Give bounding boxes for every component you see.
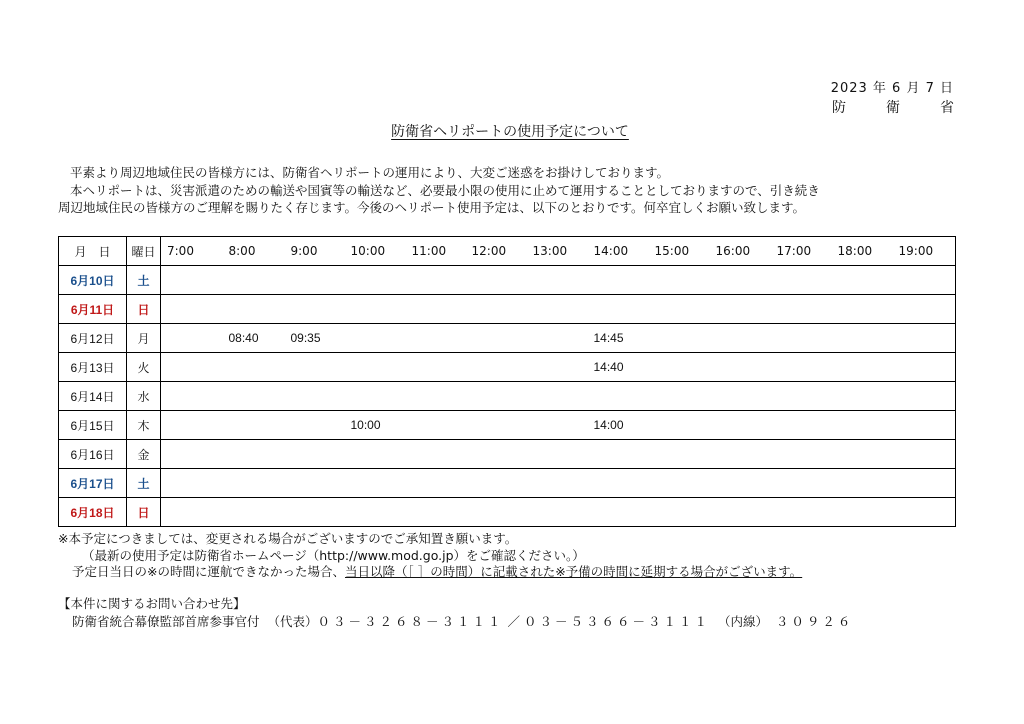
table-row bbox=[59, 498, 956, 527]
contact-extension: ３０９２６ bbox=[775, 614, 854, 629]
note-website: （最新の使用予定は防衛省ホームページ（http://www.mod.go.jp）をご確認ください。） bbox=[82, 547, 585, 563]
row-day-of-week: 火 bbox=[127, 353, 161, 382]
table-row bbox=[59, 353, 956, 382]
contact-rep-label: （代表） bbox=[267, 614, 318, 629]
row-day-of-week: 金 bbox=[127, 440, 161, 469]
contact-tel2: ０３－５３６６－３１１１ bbox=[523, 614, 710, 629]
helipad-schedule-table bbox=[58, 236, 956, 527]
schedule-cell bbox=[406, 382, 466, 411]
row-day-of-week: 土 bbox=[127, 266, 161, 295]
document-title-wrap bbox=[360, 123, 660, 141]
intro-line: 周辺地域住民の皆様方のご理解を賜りたく存じます。今後のヘリポート使用予定は、以下のとおりです。何卒宜しくお願い致します。 bbox=[58, 200, 806, 215]
schedule-cell bbox=[649, 324, 710, 353]
schedule-cell bbox=[649, 498, 710, 527]
schedule-cell bbox=[832, 382, 893, 411]
time-header: 10:00 bbox=[345, 237, 406, 266]
schedule-cell bbox=[832, 469, 893, 498]
time-header: 12:00 bbox=[466, 237, 527, 266]
schedule-cell bbox=[406, 295, 466, 324]
schedule-cell bbox=[710, 411, 771, 440]
schedule-cell bbox=[527, 382, 588, 411]
time-header: 15:00 bbox=[649, 237, 710, 266]
schedule-cell bbox=[466, 295, 527, 324]
schedule-cell bbox=[285, 411, 345, 440]
schedule-cell bbox=[588, 498, 649, 527]
contact-ext-label: （内線） bbox=[717, 614, 768, 629]
schedule-cell bbox=[527, 295, 588, 324]
table-row bbox=[59, 295, 956, 324]
schedule-cell bbox=[893, 498, 956, 527]
schedule-cell bbox=[771, 295, 832, 324]
row-date: 6月13日 bbox=[59, 353, 127, 382]
schedule-cell bbox=[832, 353, 893, 382]
schedule-cell bbox=[771, 382, 832, 411]
schedule-cell bbox=[223, 469, 285, 498]
schedule-cell bbox=[893, 440, 956, 469]
schedule-cell bbox=[223, 266, 285, 295]
schedule-cell bbox=[345, 295, 406, 324]
schedule-cell bbox=[527, 498, 588, 527]
contact-rep-tel: ０３－３２６８－３１１１ bbox=[317, 614, 504, 629]
schedule-cell bbox=[406, 266, 466, 295]
schedule-cell: 14:00 bbox=[588, 411, 649, 440]
schedule-cell bbox=[771, 411, 832, 440]
schedule-cell bbox=[710, 382, 771, 411]
schedule-cell bbox=[345, 469, 406, 498]
schedule-cell bbox=[527, 353, 588, 382]
note-postponement bbox=[58, 564, 958, 581]
schedule-cell bbox=[710, 324, 771, 353]
row-date: 6月18日 bbox=[59, 498, 127, 527]
schedule-cell bbox=[345, 440, 406, 469]
row-day-of-week: 日 bbox=[127, 498, 161, 527]
schedule-cell bbox=[466, 324, 527, 353]
schedule-cell bbox=[771, 498, 832, 527]
schedule-cell bbox=[649, 382, 710, 411]
schedule-cell bbox=[527, 411, 588, 440]
contact-line bbox=[58, 613, 958, 631]
schedule-cell bbox=[406, 353, 466, 382]
contact-heading: 【本件に関するお問い合わせ先】 bbox=[58, 596, 246, 611]
time-header: 18:00 bbox=[832, 237, 893, 266]
note-change-notice: ※本予定につきましては、変更される場合がございますのでご承知置き願います。 bbox=[58, 531, 518, 546]
row-date: 6月11日 bbox=[59, 295, 127, 324]
schedule-cell bbox=[285, 498, 345, 527]
schedule-cell bbox=[710, 440, 771, 469]
schedule-cell bbox=[588, 440, 649, 469]
schedule-cell bbox=[466, 353, 527, 382]
schedule-cell bbox=[466, 411, 527, 440]
schedule-cell bbox=[161, 324, 223, 353]
time-header: 17:00 bbox=[771, 237, 832, 266]
schedule-cell bbox=[223, 353, 285, 382]
schedule-cell bbox=[223, 411, 285, 440]
schedule-cell bbox=[406, 498, 466, 527]
row-date: 6月16日 bbox=[59, 440, 127, 469]
schedule-cell bbox=[406, 469, 466, 498]
schedule-cell bbox=[285, 440, 345, 469]
schedule-cell bbox=[588, 382, 649, 411]
row-date: 6月14日 bbox=[59, 382, 127, 411]
schedule-cell bbox=[285, 266, 345, 295]
schedule-cell bbox=[345, 498, 406, 527]
row-day-of-week: 土 bbox=[127, 469, 161, 498]
schedule-cell bbox=[893, 324, 956, 353]
note-postponement-a: 予定日当日の※の時間に運航できなかった場合、 bbox=[72, 564, 345, 579]
schedule-cell bbox=[588, 469, 649, 498]
schedule-cell bbox=[588, 295, 649, 324]
note-postponement-b: 当日以降（［ ］の時間）に記載された※予備の時間に延期する場合がございます。 bbox=[344, 564, 803, 579]
schedule-cell bbox=[466, 382, 527, 411]
time-header: 7:00 bbox=[161, 237, 223, 266]
schedule-cell bbox=[710, 498, 771, 527]
schedule-cell bbox=[893, 469, 956, 498]
schedule-cell bbox=[466, 498, 527, 527]
schedule-cell bbox=[223, 440, 285, 469]
document-title: 防衛省ヘリポートの使用予定について bbox=[391, 124, 629, 140]
schedule-cell bbox=[710, 295, 771, 324]
time-header: 11:00 bbox=[406, 237, 466, 266]
schedule-cell bbox=[893, 266, 956, 295]
schedule-cell bbox=[285, 353, 345, 382]
intro-line: 平素より周辺地域住民の皆様方には、防衛省ヘリポートの運用により、大変ご迷惑をお掛けしております。 bbox=[70, 165, 670, 180]
schedule-cell bbox=[649, 440, 710, 469]
schedule-cell bbox=[223, 498, 285, 527]
table-row bbox=[59, 382, 956, 411]
schedule-cell bbox=[771, 266, 832, 295]
contact-office: 防衛省統合幕僚監部首席参事官付 bbox=[72, 614, 260, 629]
contact-section bbox=[58, 595, 958, 631]
schedule-cell bbox=[161, 353, 223, 382]
time-header: 8:00 bbox=[223, 237, 285, 266]
schedule-cell bbox=[832, 266, 893, 295]
schedule-cell bbox=[345, 382, 406, 411]
schedule-cell bbox=[893, 295, 956, 324]
schedule-cell bbox=[649, 411, 710, 440]
schedule-cell bbox=[161, 411, 223, 440]
time-header: 9:00 bbox=[285, 237, 345, 266]
schedule-cell: 14:40 bbox=[588, 353, 649, 382]
table-row bbox=[59, 411, 956, 440]
schedule-cell bbox=[527, 266, 588, 295]
schedule-cell bbox=[345, 353, 406, 382]
schedule-cell bbox=[771, 324, 832, 353]
schedule-cell bbox=[771, 440, 832, 469]
row-date: 6月17日 bbox=[59, 469, 127, 498]
schedule-cell bbox=[466, 440, 527, 469]
schedule-cell bbox=[527, 440, 588, 469]
column-header-date: 月 日 bbox=[59, 237, 127, 266]
schedule-cell bbox=[771, 469, 832, 498]
time-header: 14:00 bbox=[588, 237, 649, 266]
schedule-cell bbox=[161, 266, 223, 295]
time-header: 19:00 bbox=[893, 237, 956, 266]
row-day-of-week: 水 bbox=[127, 382, 161, 411]
time-header: 16:00 bbox=[710, 237, 771, 266]
row-day-of-week: 木 bbox=[127, 411, 161, 440]
schedule-cell bbox=[893, 353, 956, 382]
schedule-cell bbox=[466, 469, 527, 498]
schedule-cell bbox=[893, 411, 956, 440]
schedule-cell bbox=[771, 353, 832, 382]
row-day-of-week: 月 bbox=[127, 324, 161, 353]
schedule-cell bbox=[710, 266, 771, 295]
schedule-cell bbox=[285, 382, 345, 411]
intro-text bbox=[58, 164, 958, 217]
schedule-cell bbox=[285, 295, 345, 324]
schedule-cell: 08:40 bbox=[223, 324, 285, 353]
schedule-cell bbox=[832, 295, 893, 324]
row-date: 6月10日 bbox=[59, 266, 127, 295]
schedule-cell bbox=[161, 295, 223, 324]
schedule-cell bbox=[406, 440, 466, 469]
schedule-cell bbox=[893, 382, 956, 411]
schedule-cell bbox=[406, 411, 466, 440]
column-header-day: 曜日 bbox=[127, 237, 161, 266]
schedule-cell bbox=[832, 411, 893, 440]
table-row bbox=[59, 440, 956, 469]
schedule-cell bbox=[161, 382, 223, 411]
notes bbox=[58, 531, 958, 581]
schedule-cell bbox=[466, 266, 527, 295]
schedule-header-row bbox=[59, 237, 956, 266]
schedule-cell bbox=[406, 324, 466, 353]
schedule-cell: 14:45 bbox=[588, 324, 649, 353]
schedule-cell bbox=[223, 382, 285, 411]
row-date: 6月15日 bbox=[59, 411, 127, 440]
document-date: 2023 年 6 月 7 日 bbox=[830, 81, 954, 96]
schedule-cell bbox=[588, 266, 649, 295]
time-header: 13:00 bbox=[527, 237, 588, 266]
row-date: 6月12日 bbox=[59, 324, 127, 353]
schedule-cell bbox=[649, 469, 710, 498]
row-day-of-week: 日 bbox=[127, 295, 161, 324]
schedule-cell bbox=[161, 469, 223, 498]
schedule-cell bbox=[345, 324, 406, 353]
schedule-cell bbox=[710, 353, 771, 382]
schedule-cell bbox=[649, 295, 710, 324]
schedule-cell: 09:35 bbox=[285, 324, 345, 353]
schedule-cell bbox=[832, 498, 893, 527]
schedule-cell bbox=[832, 440, 893, 469]
schedule-cell: 10:00 bbox=[345, 411, 406, 440]
schedule-cell bbox=[527, 469, 588, 498]
schedule-cell bbox=[710, 469, 771, 498]
schedule-cell bbox=[832, 324, 893, 353]
table-row bbox=[59, 469, 956, 498]
schedule-cell bbox=[527, 324, 588, 353]
table-row bbox=[59, 324, 956, 353]
schedule-cell bbox=[649, 353, 710, 382]
intro-line: 本ヘリポートは、災害派遣のための輸送や国賓等の輸送など、必要最小限の使用に止めて運用することとしておりますので、引き続き bbox=[70, 182, 820, 198]
schedule-cell bbox=[345, 266, 406, 295]
schedule-cell bbox=[161, 440, 223, 469]
schedule-cell bbox=[223, 295, 285, 324]
issuing-organization: 防 衛 省 bbox=[832, 100, 954, 116]
contact-separator: ／ bbox=[507, 614, 520, 629]
schedule-cell bbox=[649, 266, 710, 295]
table-row bbox=[59, 266, 956, 295]
schedule-cell bbox=[161, 498, 223, 527]
schedule-cell bbox=[285, 469, 345, 498]
